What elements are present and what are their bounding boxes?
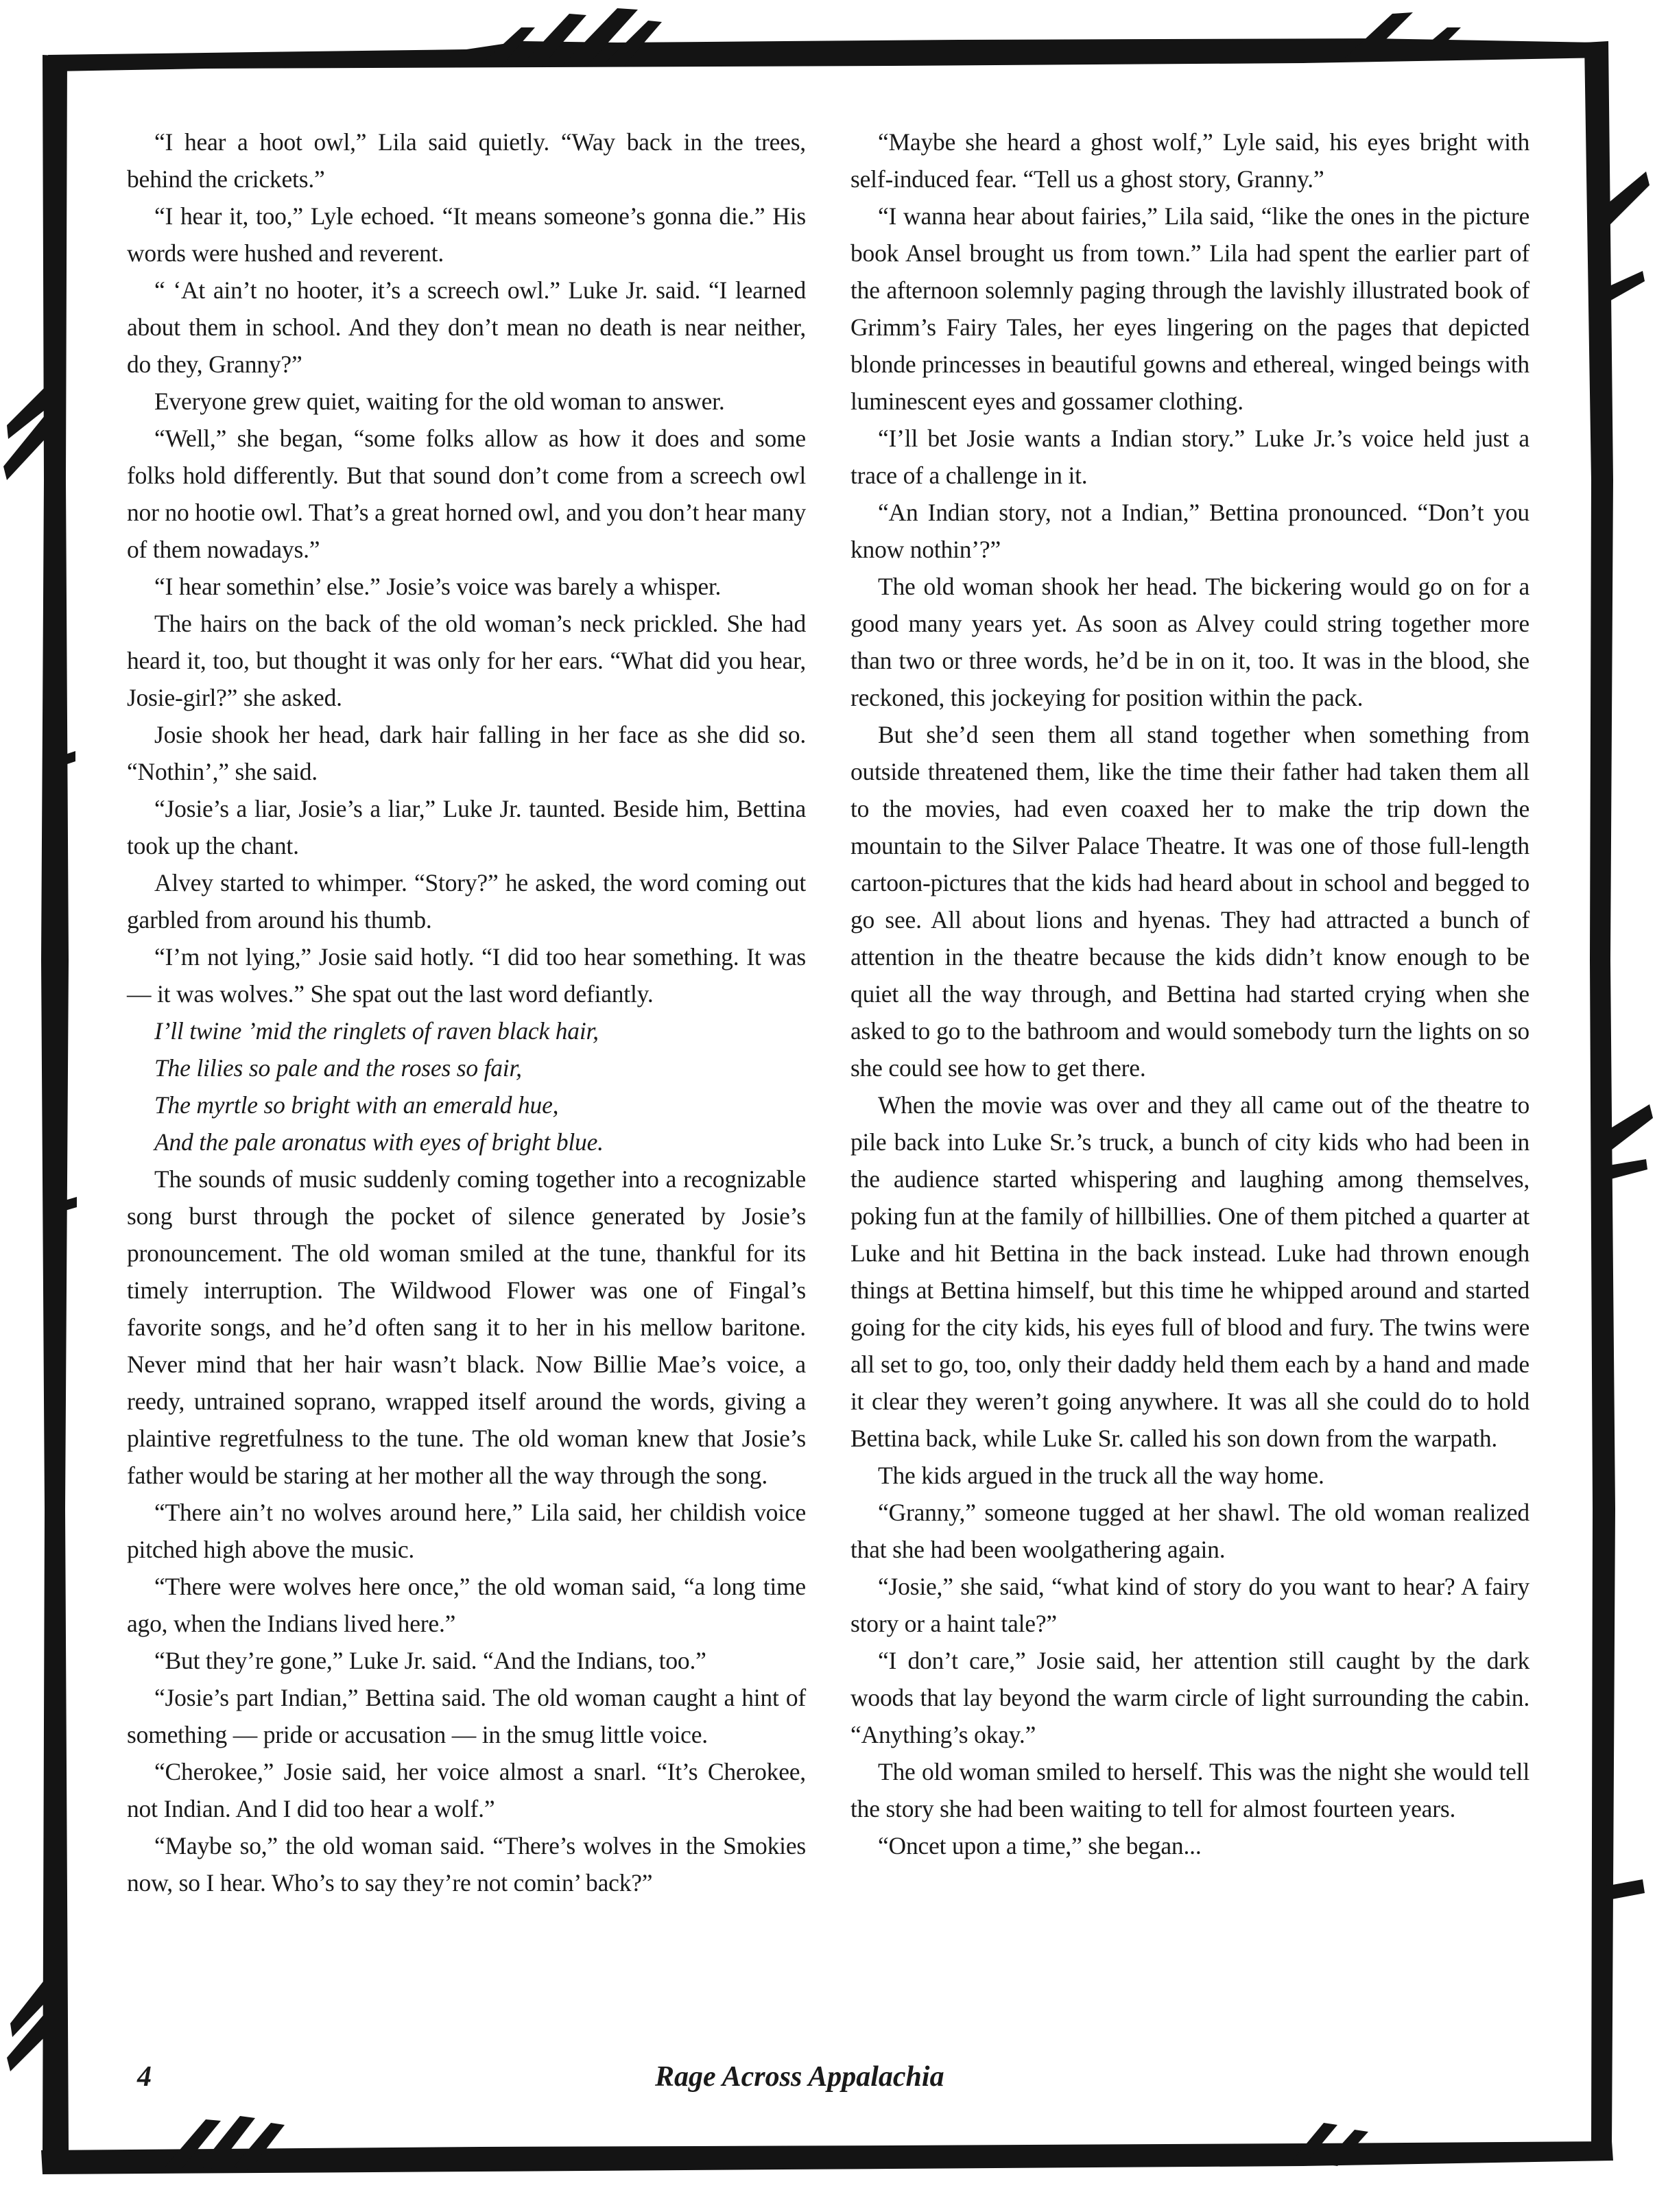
paragraph: But she’d seen them all stand together when something from outside threatened them, like the time their father had taken them all to the movies, had even coaxed her to make the trip down the mountain to the Silver Palace Theatre. It was one of those full-length cartoon-pictures that the kids had heard about in school and begged to go see. All about lions and hyenas. They had attracted a bunch of attention in the theatre because the kids didn’t know enough to be quiet all the way through, and Bettina had started crying when she asked to go to the bathroom and would somebody turn the lights on so she could see how to get there. [850,721,1529,1082]
paragraph: “I hear somethin’ else.” Josie’s voice was barely a whisper. [154,573,722,600]
paragraph: The kids argued in the truck all the way home. [878,1462,1324,1489]
paragraph: “Oncet upon a time,” she began... [878,1832,1202,1859]
paragraph: “But they’re gone,” Luke Jr. said. “And the Indians, too.” [154,1647,706,1674]
paragraph: Josie shook her head, dark hair falling in her face as she did so. “Nothin’,” she said. [127,721,806,785]
paragraph: “ ‘At ain’t no hooter, it’s a screech owl.” Luke Jr. said. “I learned about them in school. And they don’t mean no death is near neither, do they, Granny?” [127,276,806,378]
paragraph: “An Indian story, not a Indian,” Bettina pronounced. “Don’t you know nothin’?” [850,499,1529,563]
paragraph: When the movie was over and they all came out of the theatre to pile back into Luke Sr.’s truck, a bunch of city kids who had been in the audience started whispering and laughing among themselves, poking fun at the family of hillbillies. One of them pitched a quarter at Luke and hit Bettina in the back instead. Luke had thrown enough things at Bettina himself, but this time he whipped around and started going for the city kids, his eyes full of blood and fury. The twins were all set to go, too, only their daddy held them each by a hand and made it clear they weren’t going anywhere. It was all she could do to hold Bettina back, while Luke Sr. called his son down from the warpath. [850,1091,1529,1452]
paragraph: “I’ll bet Josie wants a Indian story.” Luke Jr.’s voice held just a trace of a challenge in it. [850,425,1529,489]
paragraph: “Josie’s a liar, Josie’s a liar,” Luke Jr. taunted. Beside him, Bettina took up the chant. [127,795,806,859]
paragraph: “There were wolves here once,” the old woman said, “a long time ago, when the Indians lived here.” [127,1573,806,1637]
paragraph: “I hear a hoot owl,” Lila said quietly. “Way back in the trees, behind the crickets.” [127,128,806,193]
paragraph: “I’m not lying,” Josie said hotly. “I did too hear something. It was — it was wolves.” She spat out the last word defiantly. [127,943,806,1008]
verse-line: The lilies so pale and the roses so fair, [154,1054,522,1082]
paragraph: Alvey started to whimper. “Story?” he asked, the word coming out garbled from around his thumb. [127,869,806,933]
paragraph: “Well,” she began, “some folks allow as how it does and some folks hold differently. But that sound don’t come from a screech owl nor no hootie owl. That’s a great horned owl, and you don’t hear many of them nowadays.” [127,425,806,563]
running-title: Rage Across Appalachia [655,2061,944,2093]
page-number: 4 [137,2061,152,2093]
paragraph: The old woman smiled to herself. This was the night she would tell the story she had been waiting to tell for almost fourteen years. [850,1758,1529,1822]
paragraph: “Josie,” she said, “what kind of story do you want to hear? A fairy story or a haint tale?” [850,1573,1529,1637]
paragraph: “I wanna hear about fairies,” Lila said, “like the ones in the picture book Ansel brought us from town.” Lila had spent the earlier part of the afternoon solemnly paging through the lavishly illustrated book of Grimm’s Fairy Tales, her eyes lingering on the pages that depicted blonde princesses in beautiful gowns and ethereal, winged beings with luminescent eyes and gossamer clothing. [850,202,1529,415]
verse-line: The myrtle so bright with an emerald hue, [154,1091,559,1119]
paragraph: “I hear it, too,” Lyle echoed. “It means someone’s gonna die.” His words were hushed and reverent. [127,202,806,267]
paragraph: “Cherokee,” Josie said, her voice almost a snarl. “It’s Cherokee, not Indian. And I did too hear a wolf.” [127,1758,806,1822]
paragraph: “Granny,” someone tugged at her shawl. The old woman realized that she had been woolgathering again. [850,1499,1529,1563]
verse-line: And the pale aronatus with eyes of bright blue. [154,1128,604,1156]
paragraph: “I don’t care,” Josie said, her attention still caught by the dark woods that lay beyond the warm circle of light surrounding the cabin. “Anything’s okay.” [850,1647,1529,1748]
paragraph: “Josie’s part Indian,” Bettina said. The old woman caught a hint of something — pride or accusation — in the smug little voice. [127,1684,806,1748]
left-column [127,123,806,1901]
paragraph: The old woman shook her head. The bickering would go on for a good many years yet. As soon as Alvey could string together more than two or three words, he’d be in on it, too. It was in the blood, she reckoned, this jockeying for position within the pack. [850,573,1529,711]
paragraph: “Maybe she heard a ghost wolf,” Lyle said, his eyes bright with self-induced fear. “Tell us a ghost story, Granny.” [850,128,1529,193]
paragraph: The hairs on the back of the old woman’s neck prickled. She had heard it, too, but thought it was only for her ears. “What did you hear, Josie-girl?” she asked. [127,610,806,711]
verse-line: I’ll twine ’mid the ringlets of raven black hair, [154,1017,599,1045]
paragraph: “There ain’t no wolves around here,” Lila said, her childish voice pitched high above the music. [127,1499,806,1563]
paragraph: Everyone grew quiet, waiting for the old woman to answer. [154,388,725,415]
paragraph: “Maybe so,” the old woman said. “There’s wolves in the Smokies now, so I hear. Who’s to say they’re not comin’ back?” [127,1832,806,1896]
paragraph: The sounds of music suddenly coming together into a recognizable song burst through the pocket of silence generated by Josie’s pronouncement. The old woman smiled at the tune, thankful for its timely interruption. The Wildwood Flower was one of Fingal’s favorite songs, and he’d often sang it to her in his mellow baritone. Never mind that her hair wasn’t black. Now Billie Mae’s voice, a reedy, untrained soprano, wrapped itself around the words, giving a plaintive regretfulness to the tune. The old woman knew that Josie’s father would be staring at her mother all the way through the song. [127,1165,806,1489]
right-column [850,123,1529,1864]
